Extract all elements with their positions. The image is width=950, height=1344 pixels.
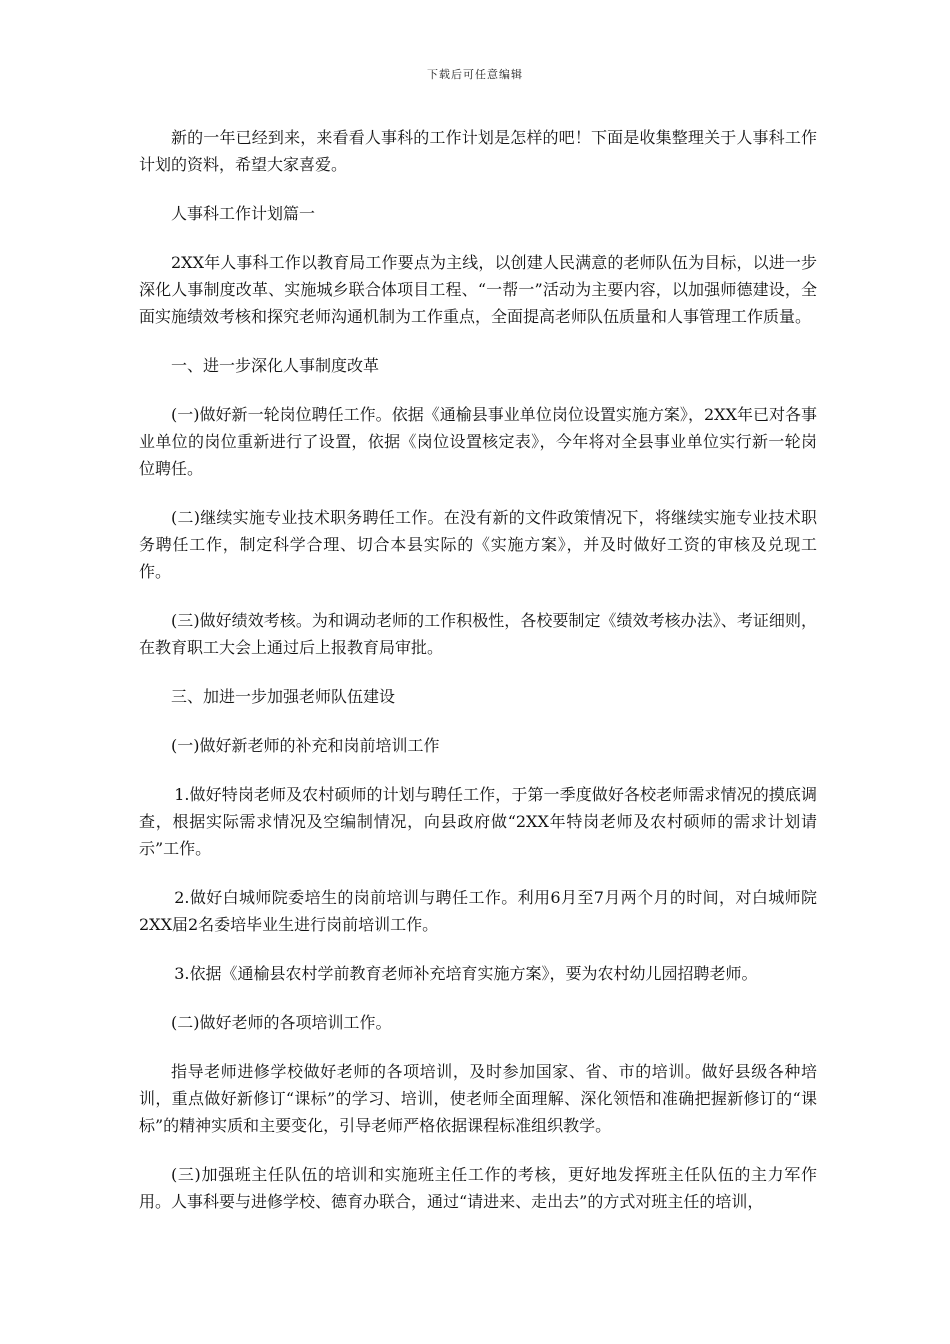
section-heading: 三、加进一步加强老师队伍建设 <box>171 687 396 706</box>
body-paragraph: (三)做好绩效考核。为和调动老师的工作积极性，各校要制定《绩效考核办法》、考证细则，在教育职工大会上通过后上报教育局审批。 <box>139 611 817 657</box>
numbered-item: 1.做好特岗老师及农村硕师的计划与聘任工作，于第一季度做好各校老师需求情况的摸底调查，根据实际需求情况及空编制情况，向县政府做“2XX年特岗老师及农村硕师的需求计划请示”工作。 <box>139 785 817 858</box>
page-header: 下载后可任意编辑 <box>427 68 523 81</box>
numbered-item: 2.做好白城师院委培生的岗前培训与聘任工作。利用6月至7月两个月的时间，对白城师院2XX届2名委培毕业生进行岗前培训工作。 <box>139 888 817 934</box>
section-title: 人事科工作计划篇一 <box>171 204 316 223</box>
body-paragraph: (二)继续实施专业技术职务聘任工作。在没有新的文件政策情况下，将继续实施专业技术职务聘任工作，制定科学合理、切合本县实际的《实施方案》，并及时做好工资的审核及兑现工作。 <box>139 508 817 581</box>
numbered-item: 3.依据《通榆县农村学前教育老师补充培育实施方案》，要为农村幼儿园招聘老师。 <box>174 964 758 983</box>
body-paragraph: 2XX年人事科工作以教育局工作要点为主线，以创建人民满意的老师队伍为目标，以进一步深化人事制度改革、实施城乡联合体项目工程、“一帮一”活动为主要内容，以加强师德建设，全面实施绩效考核和探究老师沟通机制为工作重点，全面提高老师队伍质量和人事管理工作质量。 <box>139 253 817 326</box>
body-paragraph: 指导老师进修学校做好老师的各项培训，及时参加国家、省、市的培训。做好县级各种培训，重点做好新修订“课标”的学习、培训，使老师全面理解、深化领悟和准确把握新修订的“课标”的精神实质和主要变化，引导老师严格依据课程标准组织教学。 <box>139 1062 817 1135</box>
body-paragraph: (一)做好新一轮岗位聘任工作。依据《通榆县事业单位岗位设置实施方案》，2XX年已对各事业单位的岗位重新进行了设置，依据《岗位设置核定表》，今年将对全县事业单位实行新一轮岗位聘任。 <box>139 405 817 478</box>
subsection-heading: (二)做好老师的各项培训工作。 <box>171 1013 392 1032</box>
subsection-heading: (一)做好新老师的补充和岗前培训工作 <box>171 736 440 755</box>
body-paragraph: (三)加强班主任队伍的培训和实施班主任工作的考核，更好地发挥班主任队伍的主力军作用。人事科要与进修学校、德育办联合，通过“请进来、走出去”的方式对班主任的培训， <box>139 1165 817 1211</box>
document-body <box>139 124 817 1237</box>
intro-paragraph: 新的一年已经到来，来看看人事科的工作计划是怎样的吧！下面是收集整理关于人事科工作计划的资料，希望大家喜爱。 <box>139 128 817 174</box>
section-heading: 一、进一步深化人事制度改革 <box>171 356 380 375</box>
